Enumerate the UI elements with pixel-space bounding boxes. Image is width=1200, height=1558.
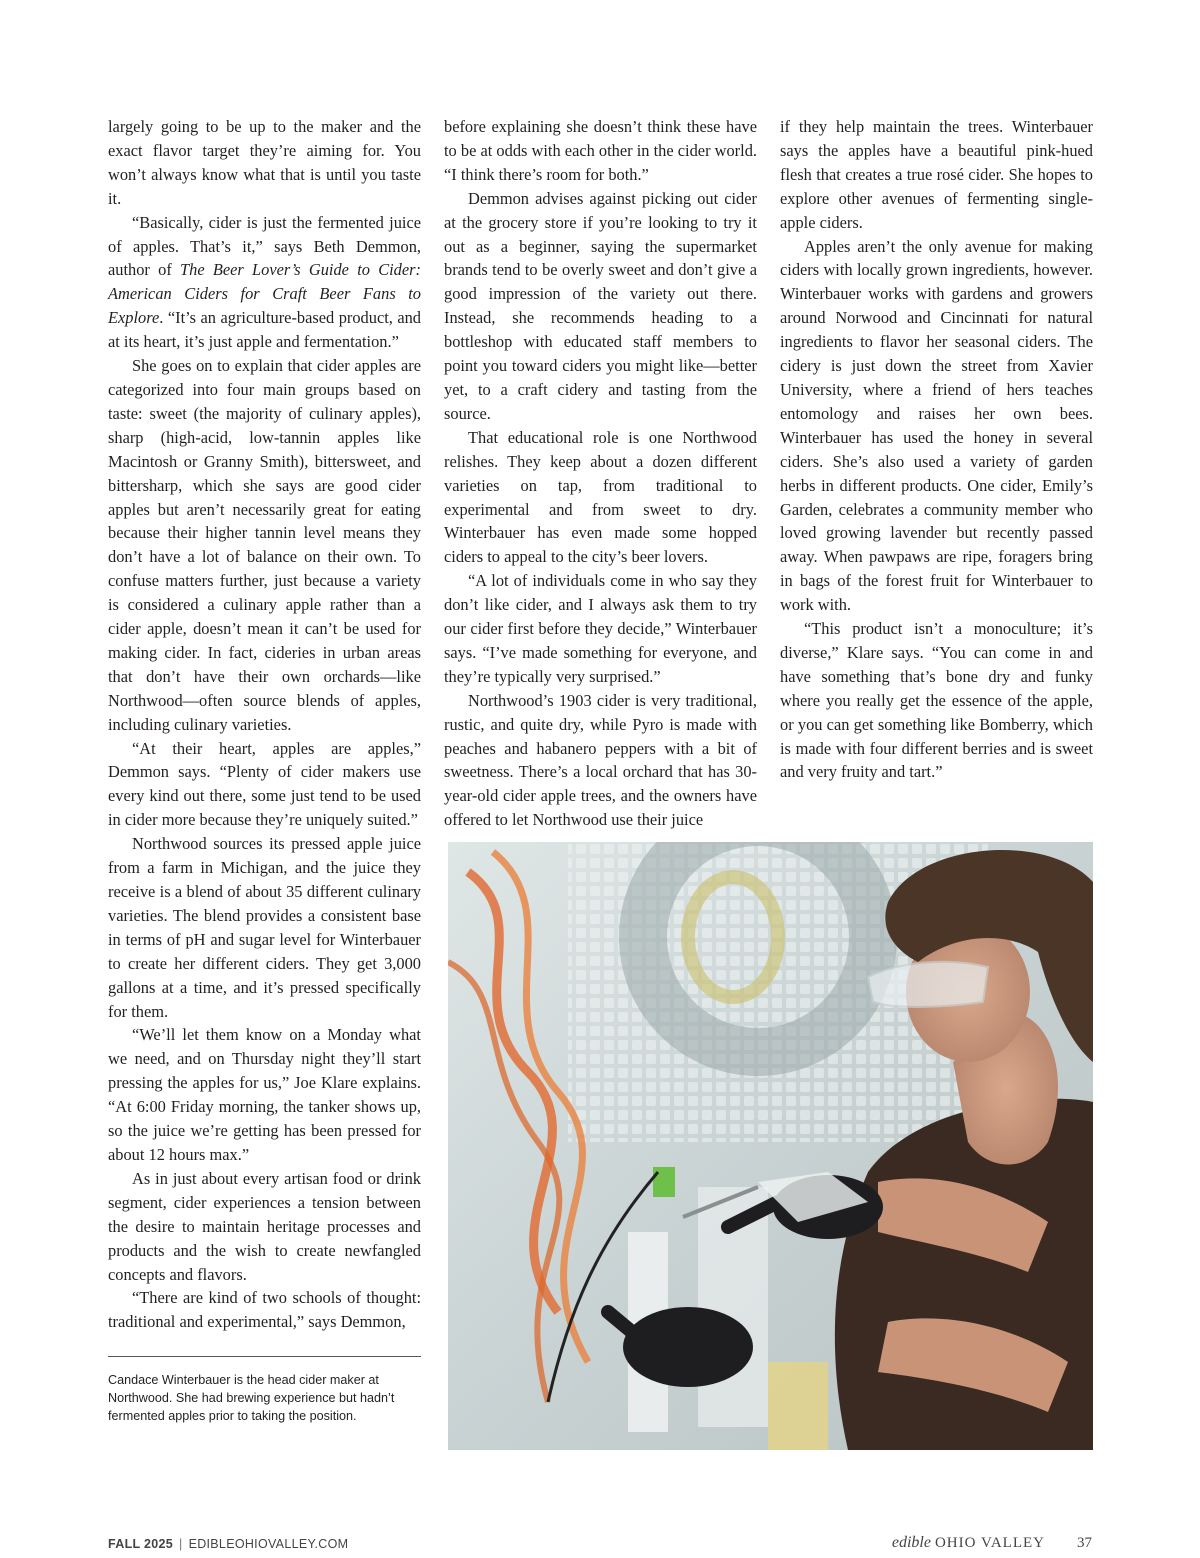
- article-column-3: [780, 115, 1093, 784]
- paragraph: As in just about every artisan food or drink segment, cider experiences a tension between the desire to maintain heritage processes and products and the wish to create newfangled concepts and flavors.: [108, 1168, 421, 1284]
- website-link[interactable]: EDIBLEOHIOVALLEY.COM: [188, 1537, 349, 1551]
- paragraph: “We’ll let them know on a Monday what we need, and on Thursday night they’ll start pressing the apples for us,” Joe Klare explains. “At 6:00 Friday morning, the tanker shows up, so the juice we’re getting has been pressed for about 12 hours max.”: [108, 1025, 421, 1164]
- paragraph: “This product isn’t a monoculture; it’s diverse,” Klare says. “You can come in and have something that’s bone dry and funky where you really get the essence of the apple, or you can get something like Bomberry, which is made with four different berries and is sweet and very fruity and tart.”: [780, 619, 1093, 782]
- photo-caption: Candace Winterbauer is the head cider maker at Northwood. She had brewing experience but hadn’t fermented apples prior to taking the position.: [108, 1373, 395, 1423]
- brand-region: OHIO VALLEY: [934, 1535, 1045, 1551]
- paragraph: Northwood sources its pressed apple juice from a farm in Michigan, and the juice they receive is a blend of about 35 different culinary varieties. The blend provides a consistent base in terms of pH and sugar level for Winterbauer to create her different ciders. They get 3,000 gallons at a time, and it’s pressed specifically for them.: [108, 834, 421, 1021]
- paragraph: before explaining she doesn’t think these have to be at odds with each other in the cider world. “I think there’s room for both.”: [444, 117, 757, 184]
- article-column-1: [108, 115, 421, 1334]
- paragraph: “A lot of individuals come in who say they don’t like cider, and I always ask them to try our cider first before they decide,” Winterbauer says. “I’ve made something for everyone, and they’re typically very surprised.”: [444, 571, 757, 686]
- footer-issue: [108, 1537, 348, 1551]
- book-title: The Beer Lover’s Guide to Cider: American Ciders for Craft Beer Fans to Explore: [108, 260, 421, 328]
- paragraph: Demmon advises against picking out cider at the grocery store if you’re looking to try it out as a beginner, saying the supermarket brands tend to be overly sweet and don’t give a good impression of the variety out there. Instead, she recommends heading to a bottleshop with educated staff members to point you toward ciders you might like—better yet, to a craft cidery and tasting from the source.: [444, 188, 757, 423]
- paragraph: She goes on to explain that cider apples are categorized into four main groups based on taste: sweet (the majority of culinary apples), sharp (high-acid, low-tannin apples like Macintosh or Granny Smith), bittersweet, and bittersharp, which she says are good cider apples but aren’t necessarily great for eating because their higher tannin level means they don’t have a lot of balance on their own. To confuse matters further, just because a variety is considered a culinary apple rather than a cider apple, doesn’t mean it can’t be used for making cider. In fact, cideries in urban areas that don’t have their own orchards—like Northwood—often source blends of apples, including culinary varieties.: [108, 356, 421, 734]
- brand-edible: edible: [891, 1534, 931, 1551]
- paragraph: if they help maintain the trees. Winterbauer says the apples have a beautiful pink-hued flesh that creates a true rosé cider. She hopes to explore other avenues of fermenting single-apple ciders.: [780, 117, 1093, 232]
- issue-season: FALL 2025: [108, 1537, 173, 1551]
- photo-illustration: [448, 842, 1093, 1450]
- article-column-2: [444, 115, 757, 832]
- paragraph: Northwood’s 1903 cider is very traditional, rustic, and quite dry, while Pyro is made with peaches and habanero peppers with a bit of sweetness. There’s a local orchard that has 30-year-old cider apple trees, and the owners have offered to let Northwood use their juice: [444, 690, 757, 830]
- paragraph: “At their heart, apples are apples,” Demmon says. “Plenty of cider makers use every kind out there, some just tend to be used in cider more because they’re uniquely suited.”: [108, 738, 421, 830]
- caption-divider: [108, 1356, 421, 1357]
- footer-separator: |: [179, 1537, 183, 1551]
- paragraph: “There are kind of two schools of thought: traditional and experimental,” says Demmon,: [108, 1288, 421, 1332]
- footer-brand: [892, 1534, 1092, 1552]
- paragraph: That educational role is one Northwood relishes. They keep about a dozen different varieties on tap, from traditional to experimental and from sweet to dry. Winterbauer has even made some hopped ciders to appeal to the city’s beer lovers.: [444, 427, 757, 567]
- paragraph: Apples aren’t the only avenue for making ciders with locally grown ingredients, however. Winterbauer works with gardens and growers around Norwood and Cincinnati for natural ingredients to flavor her seasonal ciders. The cidery is just down the street from Xavier University, where a friend of hers teaches entomology and raises her own bees. Winterbauer has used the honey in several ciders. She’s also used a variety of garden herbs in different products. One cider, Emily’s Garden, celebrates a community member who loved growing lavender but recently passed away. When pawpaws are ripe, foragers bring in bags of the forest fruit for Winterbauer to work with.: [780, 236, 1093, 615]
- paragraph: largely going to be up to the maker and the exact flavor target they’re aiming for. You won’t always know what that is until you taste it.: [108, 117, 421, 208]
- paragraph: “Basically, cider is just the fermented juice of apples. That’s it,” says Beth Demmon, author of The Beer Lover’s Guide to Cider: American Ciders for Craft Beer Fans to Explore. “It’s an agriculture-based product, and at its heart, it’s just apple and fermentation.”: [108, 212, 421, 352]
- photo-cider-maker: [448, 842, 1093, 1450]
- page-number: 37: [1077, 1535, 1092, 1551]
